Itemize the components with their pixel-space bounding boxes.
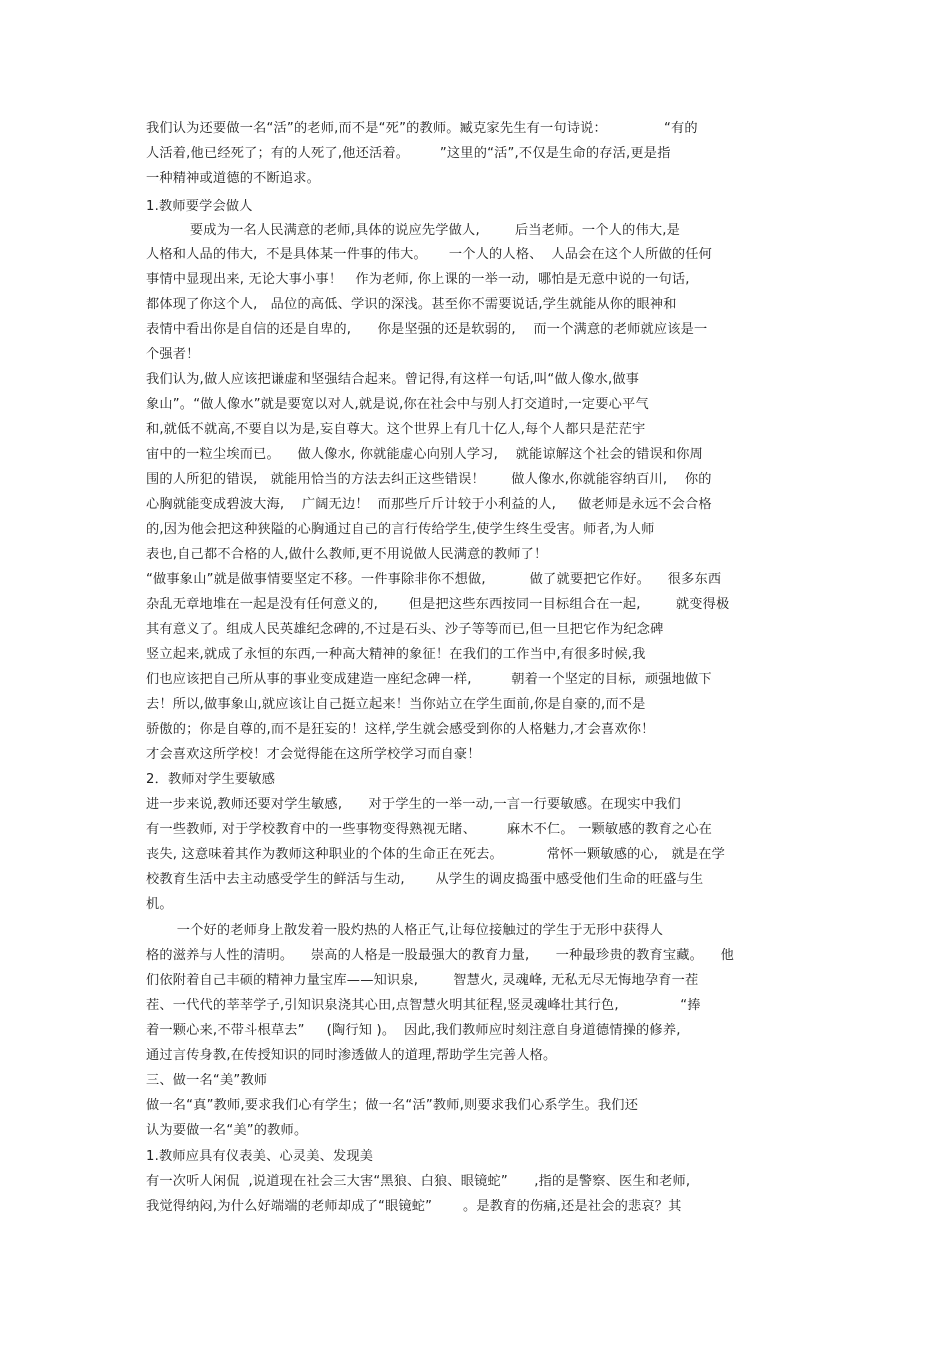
text-line: 丧失, 这意味着其作为教师这种职业的个体的生命正在死去。 常怀一颗敏感的心, 就是在学 [146, 847, 725, 862]
text-line: 茬、一代代的莘莘学子,引知识泉浇其心田,点智慧火明其征程,竖灵魂峰壮其行色, “捧 [146, 998, 701, 1013]
text-line: 宙中的一粒尘埃而已。 做人像水, 你就能虚心向别人学习, 就能谅解这个社会的错误和你周 [146, 447, 704, 462]
text-line: 象山”。“做人像水”就是要宽以对人,就是说,你在社会中与别人打交道时,一定要心平气 [146, 397, 649, 412]
text-line: 们也应该把自己所从事的事业变成建造一座纪念碑一样, 朝着一个坚定的目标, 顽强地做下 [146, 672, 712, 687]
text-line: 竖立起来,就成了永恒的东西,一种高大精神的象征！在我们的工作当中,有很多时候,我 [146, 647, 646, 662]
section-heading: 三、做一名“美”教师 [146, 1073, 268, 1088]
text-line: 要成为一名人民满意的老师,具体的说应先学做人, 后当老师。一个人的伟大,是 [146, 223, 681, 238]
text-line: 都体现了你这个人, 品位的高低、学识的深浅。甚至你不需要说话,学生就能从你的眼神和 [146, 297, 677, 312]
text-line: 表也,自己都不合格的人,做什么教师,更不用说做人民满意的教师了！ [146, 547, 548, 562]
text-line: 人格和人品的伟大, 不是具体某一件事的伟大。 一个人的人格、 人品会在这个人所做的任何 [146, 247, 713, 262]
section-heading: 1.教师要学会做人 [146, 199, 253, 214]
text-line: 着一颗心来,不带斗根草去” (陶行知 )。 因此,我们教师应时刻注意自身道德情操的修养, [146, 1023, 681, 1038]
text-line: “做事象山”就是做事情要坚定不移。一件事除非你不想做, 做了就要把它作好。 很多东西 [146, 572, 722, 587]
text-line: 其有意义了。组成人民英雄纪念碑的,不过是石头、沙子等等而已,但一旦把它作为纪念碑 [146, 622, 664, 637]
text-line: 的,因为他会把这种狭隘的心胸通过自己的言行传给学生,使学生终生受害。师者,为人师 [146, 522, 655, 537]
text-line: 围的人所犯的错误, 就能用恰当的方法去纠正这些错误！ 做人像水,你就能容纳百川, 你的 [146, 472, 712, 487]
text-line: 去！所以,做事象山,就应该让自己挺立起来！当你站立在学生面前,你是自豪的,而不是 [146, 697, 646, 712]
text-line: 我觉得纳闷,为什么好端端的老师却成了“眼镜蛇” 。是教育的伤痛,还是社会的悲哀？其 [146, 1199, 682, 1214]
text-line: 才会喜欢这所学校！才会觉得能在这所学校学习而自豪！ [146, 747, 481, 762]
text-line: 个强者！ [146, 347, 200, 362]
text-line: 认为要做一名“美”的教师。 [146, 1123, 308, 1138]
text-line: 我们认为,做人应该把谦虚和坚强结合起来。曾记得,有这样一句话,叫“做人像水,做事 [146, 372, 640, 387]
text-line: 有一次听人闲侃 ,说道现在社会三大害“黑狼、白狼、眼镜蛇” ,指的是警察、医生和老师, [146, 1174, 691, 1189]
text-line: 我们认为还要做一名“活”的老师,而不是“死”的教师。臧克家先生有一句诗说： “有的 [146, 121, 698, 136]
text-line: 格的滋养与人性的清明。 崇高的人格是一股最强大的教育力量, 一种最珍贵的教育宝藏。 他 [146, 948, 734, 963]
text-line: 和,就低不就高,不要自以为是,妄自尊大。这个世界上有几十亿人,每个人都只是茫茫宇 [146, 422, 646, 437]
text-line: 骄傲的；你是自尊的,而不是狂妄的！这样,学生就会感受到你的人格魅力,才会喜欢你！ [146, 722, 655, 737]
text-line: 机。 [146, 897, 173, 912]
text-line: 一个好的老师身上散发着一股灼热的人格正气,让每位接触过的学生于无形中获得人 [146, 923, 664, 938]
section-heading: 1.教师应具有仪表美、心灵美、发现美 [146, 1149, 374, 1164]
text-line: 校教育生活中去主动感受学生的鲜活与生动, 从学生的调皮捣蛋中感受他们生命的旺盛与生 [146, 872, 704, 887]
text-line: 杂乱无章地堆在一起是没有任何意义的, 但是把这些东西按同一目标组合在一起, 就变得极 [146, 597, 730, 612]
text-line: 进一步来说,教师还要对学生敏感, 对于学生的一举一动,一言一行要敏感。在现实中我们 [146, 797, 681, 812]
text-line: 表情中看出你是自信的还是自卑的, 你是坚强的还是软弱的, 而一个满意的老师就应该是一 [146, 322, 708, 337]
text-line: 通过言传身教,在传授知识的同时渗透做人的道理,帮助学生完善人格。 [146, 1048, 557, 1063]
text-line: 心胸就能变成碧波大海, 广阔无边！ 而那些斤斤计较于小利益的人, 做老师是永远不会合格 [146, 497, 712, 512]
text-line: 们依附着自己丰硕的精神力量宝库——知识泉, 智慧火, 灵魂峰, 无私无尽无悔地孕育一茬 [146, 973, 699, 988]
text-line: 事情中显现出来, 无论大事小事！ 作为老师, 你上课的一举一动, 哪怕是无意中说的一句话, [146, 272, 690, 287]
text-line: 人活着,他已经死了；有的人死了,他还活着。 ”这里的“活”,不仅是生命的存活,更是指 [146, 146, 671, 161]
text-line: 一种精神或道德的不断追求。 [146, 171, 321, 186]
section-heading: 2．教师对学生要敏感 [146, 772, 276, 787]
text-line: 有一些教师, 对于学校教育中的一些事物变得熟视无睹、 麻木不仁。 一颗敏感的教育之心在 [146, 822, 713, 837]
text-line: 做一名“真”教师,要求我们心有学生；做一名“活”教师,则要求我们心系学生。我们还 [146, 1098, 639, 1113]
